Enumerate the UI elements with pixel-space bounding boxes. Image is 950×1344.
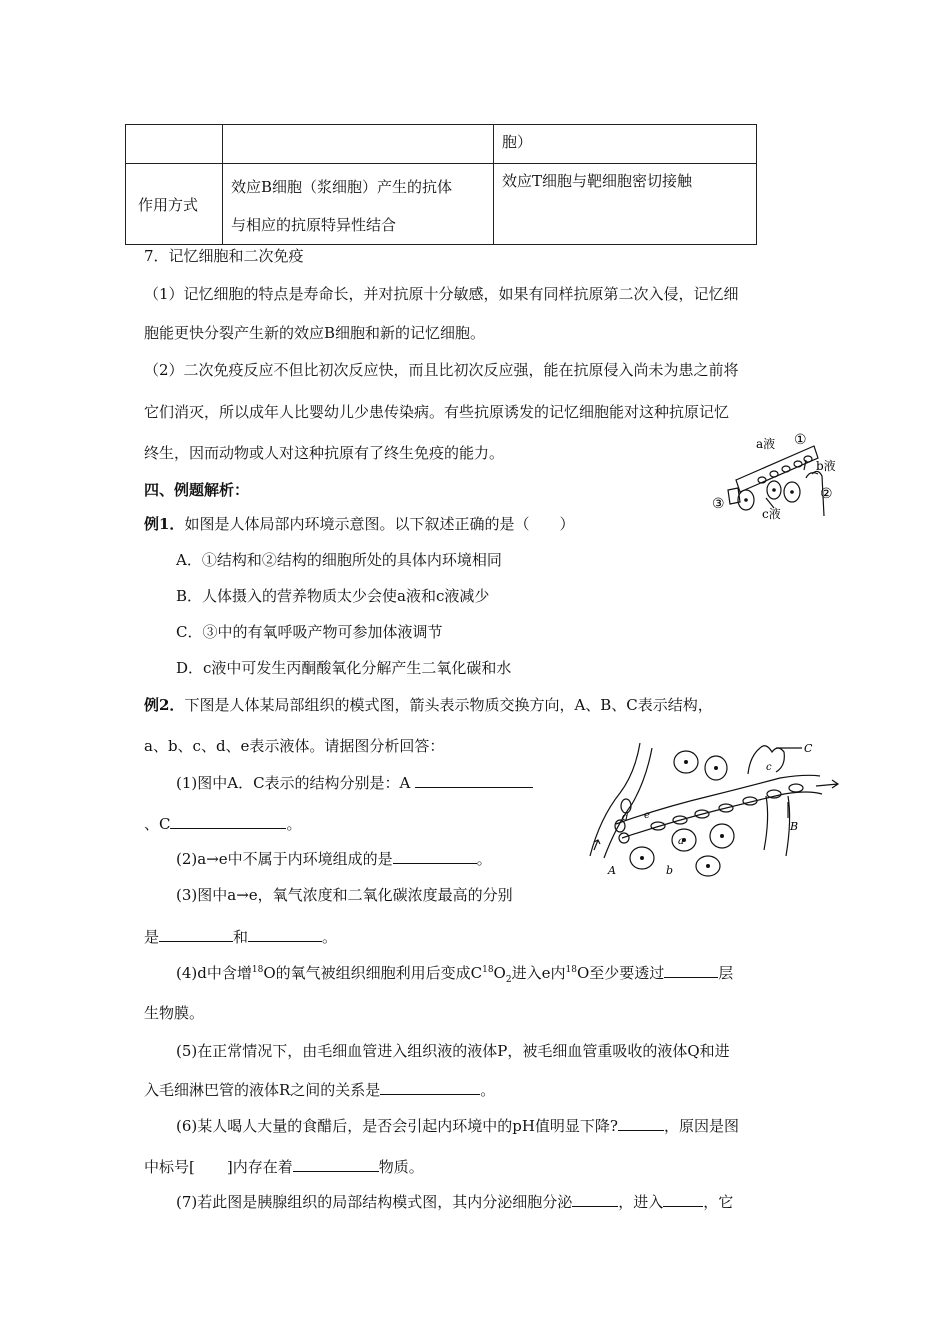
cell-line: 效应B细胞（浆细胞）产生的抗体 <box>231 178 453 196</box>
answer-blank[interactable] <box>248 927 322 942</box>
question-text: ，进入 <box>618 1193 664 1211</box>
paragraph-line: （2）二次免疫反应不但比初次反应快，而且比初次反应强，能在抗原侵入尚未为患之前将 <box>144 361 739 379</box>
paragraph-line: 终生，因而动物或人对这种抗原有了终生免疫的能力。 <box>144 444 505 462</box>
question-2 <box>176 848 492 869</box>
question-text: 。 <box>286 815 302 833</box>
question-text: O <box>493 964 506 982</box>
answer-blank[interactable] <box>293 1157 379 1172</box>
question-1 <box>176 772 533 793</box>
example-label: 例1． <box>144 515 185 533</box>
paragraph-line: 它们消灭，所以成年人比婴幼儿少患传染病。有些抗原诱发的记忆细胞能对这种抗原记忆 <box>144 403 730 421</box>
question-text: 。 <box>322 928 338 946</box>
question-5-cont <box>144 1079 495 1100</box>
question-text: (4)d中含增 <box>176 964 252 982</box>
question-text: 是 <box>144 928 160 946</box>
table-row <box>126 125 757 164</box>
label-b-fluid: b液 <box>816 459 836 473</box>
label-c-fluid: c液 <box>762 507 781 520</box>
label-a-fluid: a液 <box>756 437 776 451</box>
table-row <box>126 164 757 245</box>
example-stem <box>144 694 713 715</box>
example-question: 下图是人体某局部组织的模式图，箭头表示物质交换方向，A、B、C表示结构， <box>184 696 713 714</box>
question-text: 。 <box>476 850 492 868</box>
question-3-cont <box>144 926 337 947</box>
question-7 <box>176 1191 733 1212</box>
question-4 <box>176 962 733 985</box>
label-a: a <box>678 836 684 847</box>
question-5: (5)在正常情况下，由毛细血管进入组织液的液体P，被毛细血管重吸收的液体Q和进 <box>176 1042 730 1060</box>
label-d: d <box>622 812 629 823</box>
label-B: B <box>790 820 799 833</box>
question-1-cont <box>144 813 302 834</box>
example-label: 例2． <box>144 696 185 714</box>
immunity-table <box>125 124 757 245</box>
label-3: ③ <box>712 496 725 512</box>
label-A: A <box>608 864 616 877</box>
option-a: A．①结构和②结构的细胞所处的具体内环境相同 <box>176 551 502 569</box>
question-4-cont: 生物膜。 <box>144 1004 205 1022</box>
table-cell-text: 效应T细胞与靶细胞密切接触 <box>502 172 693 190</box>
subscript: 2 <box>505 975 512 985</box>
question-text: 层 <box>718 964 734 982</box>
paragraph-line: 胞能更快分裂产生新的效应B细胞和新的记忆细胞。 <box>144 324 486 342</box>
question-text: O至少要透过 <box>576 964 665 982</box>
question-text: ]内存在着 <box>226 1158 293 1176</box>
table-cell <box>126 164 223 245</box>
table-cell <box>494 125 757 164</box>
internal-environment-figure <box>706 428 836 520</box>
superscript: 18 <box>251 965 264 975</box>
table-cell <box>223 125 494 164</box>
question-text: (1)图中A．C表示的结构分别是：A <box>176 774 411 792</box>
question-6-cont <box>144 1156 424 1177</box>
label-b: b <box>666 864 674 877</box>
paragraph-line: （1）记忆细胞的特点是寿命长，并对抗原十分敏感，如果有同样抗原第二次入侵，记忆细 <box>144 285 739 303</box>
answer-blank[interactable] <box>663 1192 703 1207</box>
option-b: B．人体摄入的营养物质太少会使a液和c液减少 <box>176 587 490 605</box>
question-text: (6)某人喝人大量的食醋后，是否会引起内环境中的pH值明显下降? <box>176 1117 618 1135</box>
label-C: C <box>804 742 813 755</box>
option-c: C．③中的有氧呼吸产物可参加体液调节 <box>176 623 443 641</box>
table-cell <box>494 164 757 245</box>
cell-line: 与相应的抗原特异性结合 <box>231 216 397 234</box>
question-text: O的氧气被组织细胞利用后变成C <box>263 964 483 982</box>
answer-blank[interactable] <box>380 1080 480 1095</box>
answer-blank[interactable] <box>572 1192 618 1207</box>
answer-blank[interactable] <box>393 849 477 864</box>
row-header: 作用方式 <box>138 195 199 214</box>
question-text: 。 <box>480 1081 496 1099</box>
superscript: 18 <box>565 965 577 975</box>
question-text: 、C <box>144 815 171 833</box>
question-text: 物质。 <box>378 1158 424 1176</box>
answer-blank[interactable] <box>618 1116 664 1131</box>
example-question: 如图是人体局部内环境示意图。以下叙述正确的是（ ） <box>184 515 575 533</box>
section-title: 四、例题解析： <box>144 481 250 499</box>
question-6 <box>176 1115 739 1136</box>
answer-blank[interactable] <box>415 773 533 788</box>
example-stem <box>144 513 574 534</box>
table-cell-text: 胞） <box>502 133 533 151</box>
question-text: 入毛细淋巴管的液体R之间的关系是 <box>144 1081 381 1099</box>
label-c: c <box>766 762 772 773</box>
question-text: 和 <box>233 928 249 946</box>
section-title: 7．记忆细胞和二次免疫 <box>144 247 304 265</box>
question-text: ，原因是图 <box>663 1117 739 1135</box>
question-text: (7)若此图是胰腺组织的局部结构模式图，其内分泌细胞分泌 <box>176 1193 573 1211</box>
label-1: ① <box>794 432 807 448</box>
question-text: 进入e内 <box>511 964 566 982</box>
question-3: (3)图中a→e，氧气浓度和二氧化碳浓度最高的分别 <box>176 886 513 904</box>
table-cell <box>126 125 223 164</box>
option-d: D．c液中可发生丙酮酸氧化分解产生二氧化碳和水 <box>176 659 512 677</box>
label-2: ② <box>820 486 833 502</box>
answer-blank[interactable] <box>664 963 718 978</box>
superscript: 18 <box>482 965 494 975</box>
question-text: (2)a→e中不属于内环境组成的是 <box>176 850 393 868</box>
question-text: 中标号[ <box>144 1158 195 1176</box>
answer-blank[interactable] <box>159 927 233 942</box>
example-question-line: a、b、c、d、e表示液体。请据图分析回答： <box>144 737 445 755</box>
table-cell <box>223 164 494 245</box>
tissue-structure-figure <box>580 738 845 888</box>
question-text: ，它 <box>703 1193 734 1211</box>
label-e: e <box>644 810 650 821</box>
answer-blank[interactable] <box>170 814 286 829</box>
